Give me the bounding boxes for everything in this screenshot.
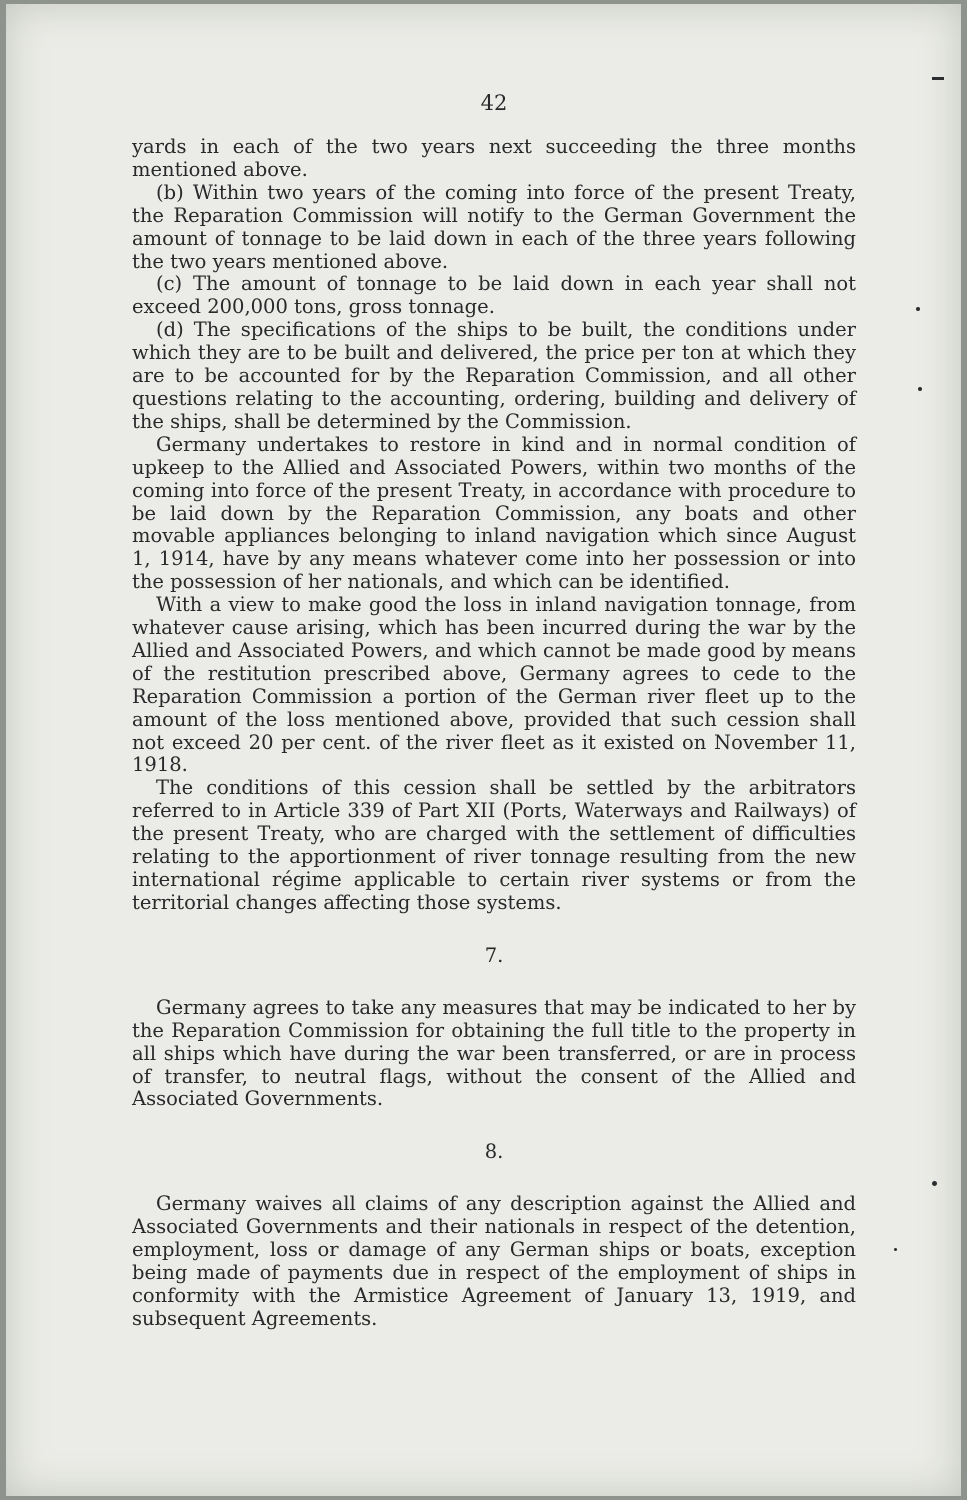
section-heading: 7.: [484, 943, 504, 967]
section-heading: 8.: [484, 1140, 504, 1164]
paragraph: The conditions of this cession shall be settled by the arbitrators referred to in Article 339 of Part XII (Ports, Waterways and Railways) of the present Treaty, who are charged with the settlement of difficulties relating to the apportionment of river tonnage resulting from the new international régime applicable to certain river systems or from the territorial changes affecting those systems.: [132, 776, 856, 914]
document-page: [132, 88, 856, 1331]
page-sheet: [6, 4, 961, 1496]
paragraph: With a view to make good the loss in inland navigation tonnage, from whatever cause arising, which has been incurred during the war by the Allied and Associated Powers, and which cannot be made good by means of the restitution prescribed above, Germany agrees to cede to the Reparation Commission a portion of the German river fleet up to the amount of the loss mentioned above, provided that such cession shall not exceed 20 per cent. of the river fleet as it existed on November 11, 1918.: [132, 593, 856, 777]
margin-mark: [932, 77, 944, 80]
paragraph: yards in each of the two years next succeeding the three months mentioned above.: [132, 135, 856, 181]
paragraph: (c) The amount of tonnage to be laid down in each year shall not exceed 200,000 tons, gross tonnage.: [132, 272, 856, 319]
margin-mark: [932, 1181, 937, 1186]
paragraph: Germany undertakes to restore in kind and in normal condition of upkeep to the Allied and Associated Powers, within two months of the coming into force of the present Treaty, in accordance with procedure to be laid down by the Reparation Commission, any boats and other movable appliances belonging to inland navigation which since August 1, 1914, have by any means whatever come into her possession or into the possession of her nationals, and which can be identified.: [132, 432, 856, 594]
page-number: 42: [480, 91, 508, 115]
paragraph: (b) Within two years of the coming into force of the present Treaty, the Reparation Commission will notify to the German Government the amount of tonnage to be laid down in each of the three years following the two years mentioned above.: [132, 180, 856, 273]
paragraph: (d) The specifications of the ships to be built, the conditions under which they are to be built and delivered, the price per ton at which they are to be accounted for by the Reparation Commission, and all other questions relating to the accounting, ordering, building and delivery of the ships, shall be determined by the Commission.: [132, 318, 856, 433]
margin-mark: [894, 1248, 897, 1251]
paragraph: Germany waives all claims of any description against the Allied and Associated Governments and their nationals in respect of the detention, employment, loss or damage of any German ships or boats, exception being made of payments due in respect of the employment of ships in conformity with the Armistice Agreement of January 13, 1919, and subsequent Agreements.: [132, 1192, 856, 1330]
margin-mark: [918, 387, 922, 391]
margin-mark: [916, 307, 920, 311]
paragraph: Germany agrees to take any measures that may be indicated to her by the Reparation Commission for obtaining the full title to the property in all ships which have during the war been transferred, or are in process of transfer, to neutral flags, without the consent of the Allied and Associated Governments.: [132, 995, 856, 1111]
